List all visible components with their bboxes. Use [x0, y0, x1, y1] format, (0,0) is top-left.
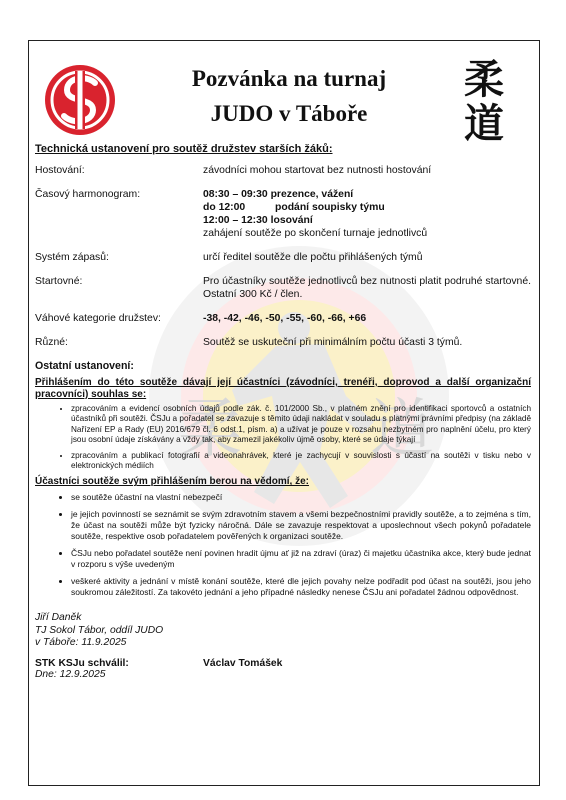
schedule [203, 188, 531, 240]
invitation-page [28, 40, 540, 786]
approval-name: Václav Tomášek [203, 657, 283, 669]
row-value: -38, -42, -46, -50, -55, -60, -66, +66 [203, 313, 367, 324]
row-startovne [35, 275, 531, 301]
row-label: Systém zápasů: [35, 252, 109, 263]
page-title [129, 61, 449, 131]
awareness-list [35, 492, 531, 598]
list-item: • ČSJu nebo pořadatel soutěže není povinen hradit újmu ať již na zdraví (úraz) či majetku účastníka akce, který bude jednat v rozporu s výše uvedeným [71, 548, 531, 570]
row-ruzne [35, 336, 531, 349]
list-item: • veškeré aktivity a jednání v místě konání soutěže, které dle jejich povahy nelze podřadit pod účast na soutěži, jsou jeho soukromou záležitostí. Za takovéto jednání a jeho případné následky nenese ČSJu ani pořadatel žádnou odpovědnost. [71, 576, 531, 598]
list-item: • je jejich povinností se seznámit se svým zdravotním stavem a všemi bezpečnostními pravidly soutěže, a to zejména s tím, že účast na soutěži může být fyzicky náročná. Dále se zavazuje respektovat a uposlechnout všech pokynů pořadatele soutěže, respektive osob pořadatelem pověřených k organizaci soutěže. [71, 509, 531, 542]
list-item: • zpracováním a evidencí osobních údajů podle zák. č. 101/2000 Sb., v platném znění pro identifikaci sportovců a ostatních účastníků při soutěži. ČSJu a pořadatel se zavazuje s těmito údaji nakládat v souladu s platnými právními předpisy (na základě Nařízení EP a Rady (EU) 2016/679 čl. 6 odst.1, písm. a) a užívat je pouze v rozsahu nezbytném pro naplnění účelu, pro který jsou osobní údaje získávány a vždy tak, aby zamezil jakékoliv újmě osoby, které se údaje týkají [71, 404, 531, 446]
schedule-line: zahájení soutěže po skončení turnaje jednotlivců [203, 228, 428, 239]
row-value: Pro účastníky soutěže jednotlivců bez nutnosti platit podruhé startovné. Ostatní 300 Kč / člen. [203, 276, 531, 300]
schedule-line [203, 201, 531, 214]
list-item: • se soutěže účastní na vlastní nebezpečí [71, 492, 531, 503]
row-hostovani [35, 164, 531, 177]
approval-block [35, 658, 531, 669]
approval-date: Dne: 12.9.2025 [35, 668, 106, 680]
schedule-text: podání soupisky týmu [275, 202, 385, 213]
judo-kanji [453, 53, 515, 143]
title-line-2: JUDO v Táboře [210, 101, 368, 126]
consent-heading: Přihlášením do této soutěže dávají její účastníci (závodníci, trenéři, doprovod a další organizační pracovníci) souhlas se: [35, 377, 531, 400]
row-value: závodníci mohou startovat bez nutnosti hostování [203, 165, 432, 176]
awareness-heading: Účastníci soutěže svým přihlášením berou na vědomí, že: [35, 476, 309, 488]
schedule-time: do 12:00 [203, 202, 246, 213]
watermark-char-right: 道 [370, 393, 434, 467]
kanji-do: 道 [464, 101, 504, 143]
other-heading: Ostatní ustanovení: [35, 360, 134, 372]
document-body [35, 143, 531, 680]
signature-block [35, 612, 531, 650]
signature-date: v Táboře: 11.9.2025 [35, 637, 127, 649]
row-value: Soutěž se uskuteční při minimálním počtu účasti 3 týmů. [203, 337, 463, 348]
signature-org: TJ Sokol Tábor, oddíl JUDO [35, 624, 164, 636]
row-vahove-kategorie [35, 312, 531, 325]
row-label: Startovné: [35, 276, 83, 287]
row-label: Časový harmonogram: [35, 189, 141, 200]
row-label: Různé: [35, 337, 68, 348]
schedule-line: 12:00 – 12:30 losování [203, 215, 313, 226]
list-item: • zpracováním a publikací fotografií a videonahrávek, které je zachycují v souvislosti s účastí na soutěži v tisku nebo v elektronických médiích [71, 451, 531, 472]
row-harmonogram [35, 188, 531, 240]
row-label: Hostování: [35, 165, 85, 176]
schedule-line: 08:30 – 09:30 prezence, vážení [203, 189, 354, 200]
kanji-ju: 柔 [464, 57, 504, 103]
consent-list [35, 404, 531, 471]
row-value: určí ředitel soutěže dle počtu přihlášených týmů [203, 252, 423, 263]
technical-heading: Technická ustanovení pro soutěž družstev starších žáků: [35, 143, 333, 155]
sokol-logo [43, 63, 117, 137]
watermark-char-left: 柔 [178, 393, 242, 467]
approval-label: STK KSJu schválil: [35, 657, 129, 669]
row-label: Váhové kategorie družstev: [35, 313, 161, 324]
row-system [35, 251, 531, 264]
title-line-1: Pozvánka na turnaj [191, 66, 387, 91]
signature-name: Jiří Daněk [35, 612, 82, 624]
